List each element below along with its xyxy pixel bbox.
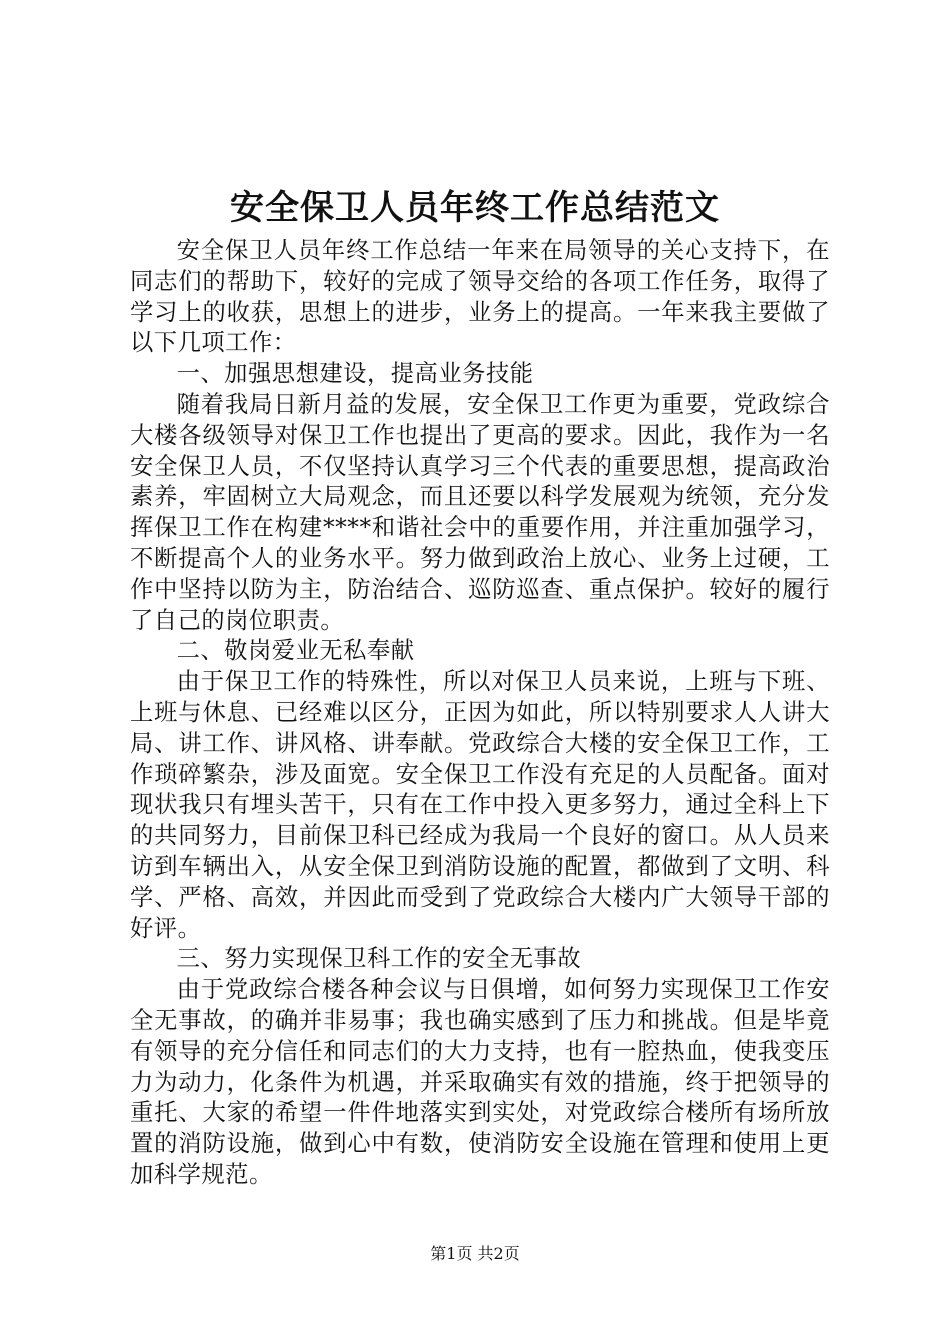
page-number-footer: 第1页 共2页	[430, 1244, 520, 1263]
section-1-paragraph: 随着我局日新月益的发展，安全保卫工作更为重要，党政综合大楼各级领导对保卫工作也提出了更高的要求。因此，我作为一名安全保卫人员，不仅坚持认真学习三个代表的重要思想，提高政治素养，牢固树立大局观念，而且还要以科学发展观为统领，充分发挥保卫工作在构建****和谐社会中的重要作用，并注重加强学习，不断提高个人的业务水平。努力做到政治上放心、业务上过硬，工作中坚持以防为主，防治结合、巡防巡查、重点保护。较好的履行了自己的岗位职责。	[130, 390, 830, 634]
section-3-paragraph: 由于党政综合楼各种会议与日俱增，如何努力实现保卫工作安全无事故，的确并非易事；我也确实感到了压力和挑战。但是毕竟有领导的充分信任和同志们的大力支持，也有一腔热血，使我变压力为动力，化条件为机遇，并采取确实有效的措施，终于把领导的重托、大家的希望一件件地落实到实处，对党政综合楼所有场所放置的消防设施，做到心中有数，使消防安全设施在管理和使用上更加科学规范。	[130, 976, 830, 1188]
section-heading-1: 一、加强思想建设，提高业务技能	[176, 360, 534, 388]
section-heading-2: 二、敬岗爱业无私奉献	[176, 637, 415, 665]
section-heading-3: 三、努力实现保卫科工作的安全无事故	[176, 945, 582, 973]
intro-paragraph: 安全保卫人员年终工作总结一年来在局领导的关心支持下，在同志们的帮助下，较好的完成了领导交给的各项工作任务，取得了学习上的收获，思想上的进步，业务上的提高。一年来我主要做了以下几项工作：	[130, 237, 830, 357]
section-2-paragraph: 由于保卫工作的特殊性，所以对保卫人员来说，上班与下班、上班与休息、已经难以区分，正因为如此，所以特别要求人人讲大局、讲工作、讲风格、讲奉献。党政综合大楼的安全保卫工作，工作琐碎繁杂，涉及面宽。安全保卫工作没有充足的人员配备。面对现状我只有埋头苦干，只有在工作中投入更多努力，通过全科上下的共同努力，目前保卫科已经成为我局一个良好的窗口。从人员来访到车辆出入，从安全保卫到消防设施的配置，都做到了文明、科学、严格、高效，并因此而受到了党政综合大楼内广大领导干部的好评。	[130, 668, 830, 942]
document-body	[130, 236, 830, 1191]
document-title: 安全保卫人员年终工作总结范文	[230, 188, 720, 228]
